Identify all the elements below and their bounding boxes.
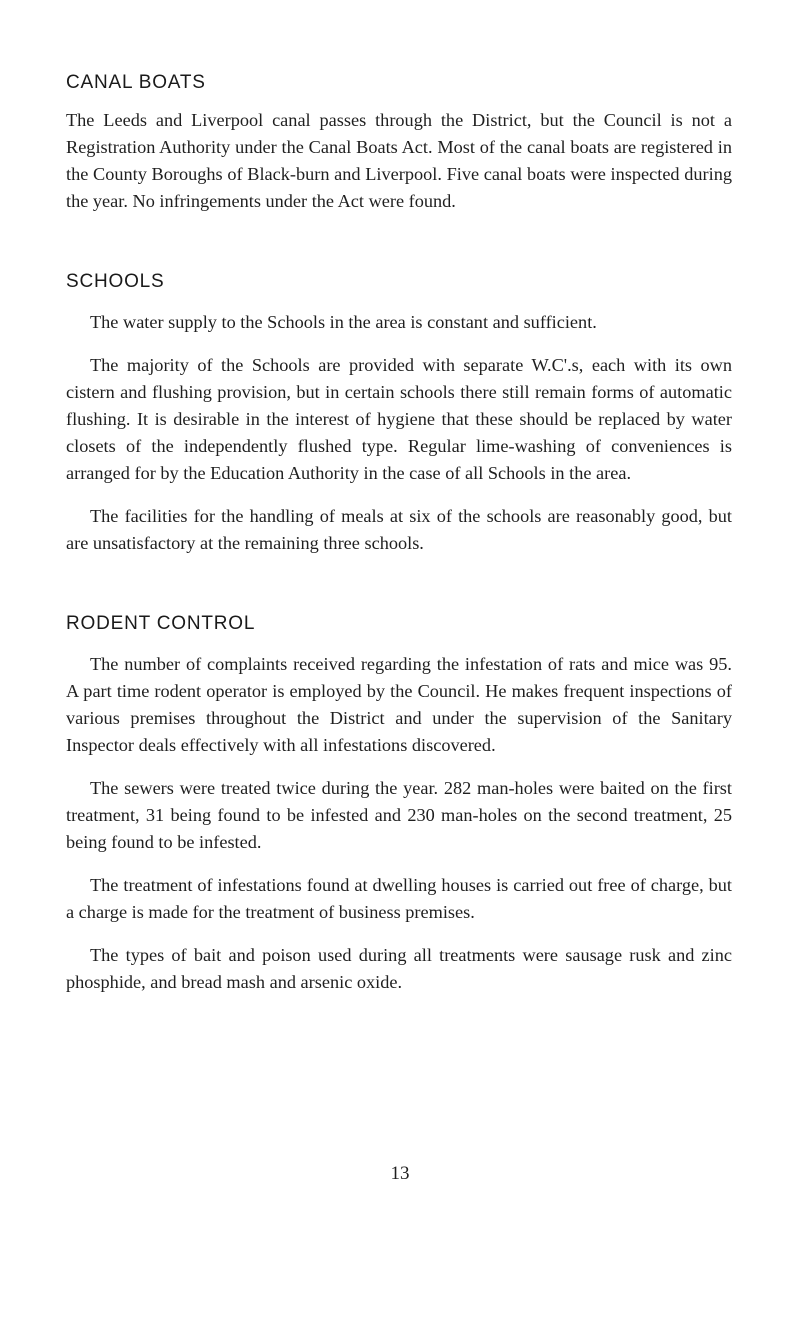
section-heading-schools: SCHOOLS [66, 271, 165, 292]
schools-paragraph-3: The facilities for the handling of meals at six of the schools are reasonably good, but are unsatisfactory at the remaining three schools. [66, 506, 732, 553]
page-number: 13 [390, 1163, 410, 1184]
canal-boats-paragraph-1: The Leeds and Liverpool canal passes through the District, but the Council is not a Registration Authority under the Canal Boats Act. Most of the canal boats are registered in the County Boroughs of Black-burn and Liverpool. Five canal boats were inspected during the year. No infringements under the Act were found. [66, 110, 732, 211]
section-heading-canal-boats: CANAL BOATS [66, 72, 206, 93]
section-heading-rodent-control: RODENT CONTROL [66, 613, 256, 634]
rodent-control-paragraph-2: The sewers were treated twice during the year. 282 man-holes were baited on the first treatment, 31 being found to be infested and 230 man-holes on the second treatment, 25 being found to be infested. [66, 778, 732, 852]
rodent-control-paragraph-1: The number of complaints received regarding the infestation of rats and mice was 95. A part time rodent operator is employed by the Council. He makes frequent inspections of various premises throughout the District and under the supervision of the Sanitary Inspector deals effectively with all infestations discovered. [66, 654, 732, 755]
rodent-control-paragraph-3: The treatment of infestations found at dwelling houses is carried out free of charge, but a charge is made for the treatment of business premises. [66, 875, 732, 922]
document-page [66, 72, 732, 996]
schools-paragraph-2: The majority of the Schools are provided with separate W.C'.s, each with its own cistern and flushing provision, but in certain schools there still remain forms of automatic flushing. It is desirable in the interest of hygiene that these should be replaced by water closets of the independently flushed type. Regular lime-washing of conveniences is arranged for by the Education Authority in the case of all Schools in the area. [66, 355, 732, 483]
schools-paragraph-1: The water supply to the Schools in the area is constant and sufficient. [90, 312, 597, 332]
rodent-control-paragraph-4: The types of bait and poison used during all treatments were sausage rusk and zinc phosphide, and bread mash and arsenic oxide. [66, 945, 732, 992]
